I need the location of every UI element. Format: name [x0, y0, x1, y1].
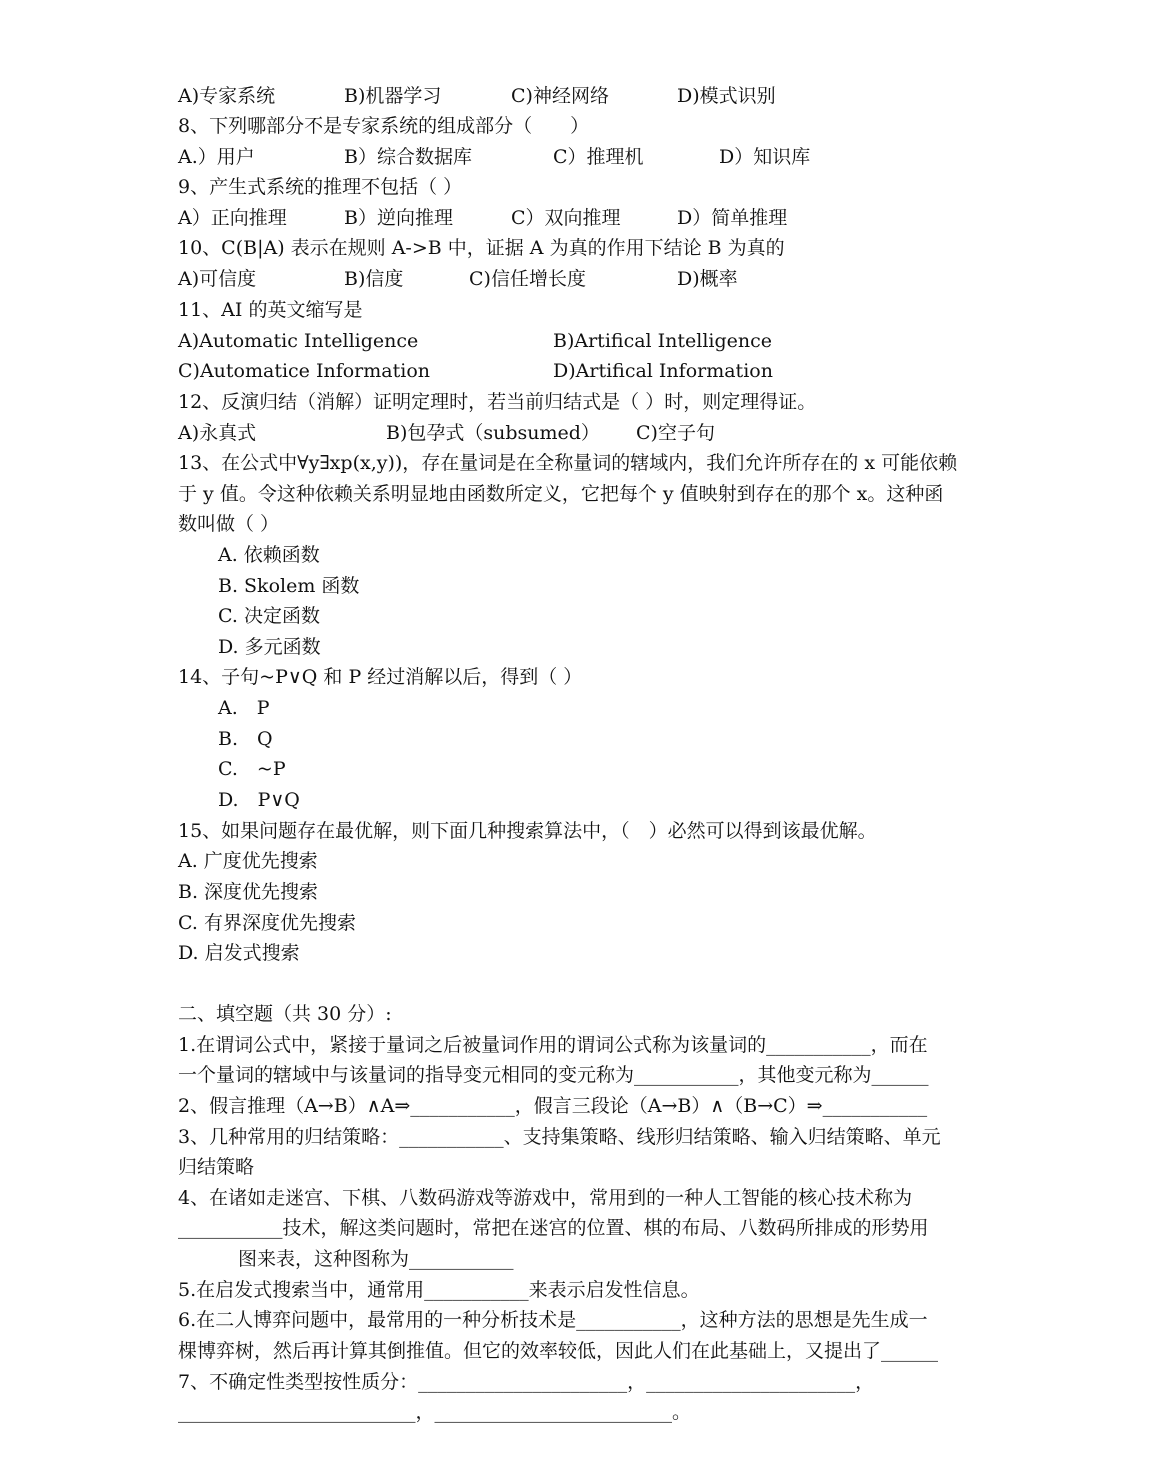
fill-q1-line2: 一个量词的辖域中与该量词的指导变元相同的变元称为___________，其他变元称为______: [178, 1064, 929, 1086]
fill-q4-line2: ___________技术，解这类问题时，常把在迷宫的位置、棋的布局、八数码所排成的形势用: [178, 1217, 929, 1239]
q8-option-a: A.）用户: [178, 146, 255, 168]
q7-option-d: D)模式识别: [677, 85, 776, 107]
q11-option-b: B)Artifical Intelligence: [553, 330, 773, 352]
fill-q3-line1: 3、几种常用的归结策略：___________、支持集策略、线形归结策略、输入归结策略、单元: [178, 1126, 941, 1148]
q15-option-b: B. 深度优先搜索: [178, 881, 319, 903]
q10-option-c: C)信任增长度: [469, 268, 586, 290]
q13-option-d: D. 多元函数: [218, 636, 321, 658]
q15-option-a: A. 广度优先搜索: [178, 850, 318, 872]
q13-option-b: B. Skolem 函数: [218, 575, 360, 597]
q9-stem: 9、产生式系统的推理不包括（ ）: [178, 176, 463, 198]
q9-option-b: B）逆向推理: [344, 207, 453, 229]
q8-option-d: D）知识库: [719, 146, 811, 168]
q7-option-a: A)专家系统: [178, 85, 276, 107]
q13-stem-line3: 数叫做（ ）: [178, 513, 280, 535]
fill-q7-line1: 7、不确定性类型按性质分：______________________，______________________，: [178, 1371, 875, 1393]
q10-option-b: B)信度: [344, 268, 404, 290]
q12-stem: 12、反演归结（消解）证明定理时，若当前归结式是（ ）时，则定理得证。: [178, 391, 817, 413]
q13-option-a: A. 依赖函数: [218, 544, 320, 566]
q8-option-c: C）推理机: [553, 146, 644, 168]
q14-stem: 14、子句~P∨Q 和 P 经过消解以后，得到（ ）: [178, 666, 583, 688]
q10-option-a: A)可信度: [178, 268, 257, 290]
q15-option-c: C. 有界深度优先搜索: [178, 912, 356, 934]
q13-stem-line1: 13、在公式中∀y∃xp(x,y))，存在量词是在全称量词的辖域内，我们允许所存在的 x 可能依赖: [178, 452, 958, 474]
q7-option-c: C)神经网络: [511, 85, 609, 107]
q13-option-c: C. 决定函数: [218, 605, 320, 627]
q7-option-b: B)机器学习: [344, 85, 442, 107]
q14-option-c: C. ~P: [218, 758, 286, 780]
q11-stem: 11、AI 的英文缩写是: [178, 299, 363, 321]
q9-option-a: A）正向推理: [178, 207, 287, 229]
q11-option-a: A)Automatic Intelligence: [178, 330, 419, 352]
fill-q2: 2、假言推理（A→B）∧A⇒___________，假言三段论（A→B）∧（B→C）⇒___________: [178, 1095, 928, 1117]
fill-q6-line2: 棵博弈树，然后再计算其倒推值。但它的效率较低，因此人们在此基础上，又提出了______: [178, 1340, 939, 1362]
fill-q4-line3: 图来表，这种图称为___________: [238, 1248, 514, 1270]
q15-option-d: D. 启发式搜索: [178, 942, 300, 964]
q15-stem: 15、如果问题存在最优解，则下面几种搜索算法中，（ ）必然可以得到该最优解。: [178, 820, 877, 842]
q8-option-b: B）综合数据库: [344, 146, 472, 168]
fill-q4-line1: 4、在诸如走迷宫、下棋、八数码游戏等游戏中，常用到的一种人工智能的核心技术称为: [178, 1187, 913, 1209]
fill-q7-line2: _________________________，_________________________。: [178, 1401, 692, 1423]
fill-q3-line2: 归结策略: [178, 1156, 255, 1178]
q12-option-c: C)空子句: [636, 422, 715, 444]
q12-option-a: A)永真式: [178, 422, 257, 444]
q14-option-b: B. Q: [218, 728, 273, 750]
q9-option-c: C）双向推理: [511, 207, 621, 229]
q11-option-d: D)Artifical Information: [553, 360, 773, 382]
section2-title: 二、填空题（共 30 分）:: [178, 1003, 392, 1025]
fill-q6-line1: 6.在二人博弈问题中，最常用的一种分析技术是___________，这种方法的思想是先生成一: [178, 1309, 928, 1331]
q8-stem: 8、下列哪部分不是专家系统的组成部分（ ）: [178, 115, 590, 137]
q9-option-d: D）简单推理: [677, 207, 788, 229]
q12-option-b: B)包孕式（subsumed）: [386, 422, 600, 444]
fill-q1-line1: 1.在谓词公式中，紧接于量词之后被量词作用的谓词公式称为该量词的___________，而在: [178, 1034, 928, 1056]
q10-option-d: D)概率: [677, 268, 738, 290]
q14-option-d: D. P∨Q: [218, 789, 300, 811]
q10-stem: 10、C(B|A) 表示在规则 A->B 中，证据 A 为真的作用下结论 B 为真的: [178, 237, 785, 259]
q13-stem-line2: 于 y 值。令这种依赖关系明显地由函数所定义，它把每个 y 值映射到存在的那个 x。这种函: [178, 483, 944, 505]
q11-option-c: C)Automatice Information: [178, 360, 430, 382]
q14-option-a: A. P: [218, 697, 270, 719]
fill-q5: 5.在启发式搜索当中，通常用___________来表示启发性信息。: [178, 1279, 700, 1301]
